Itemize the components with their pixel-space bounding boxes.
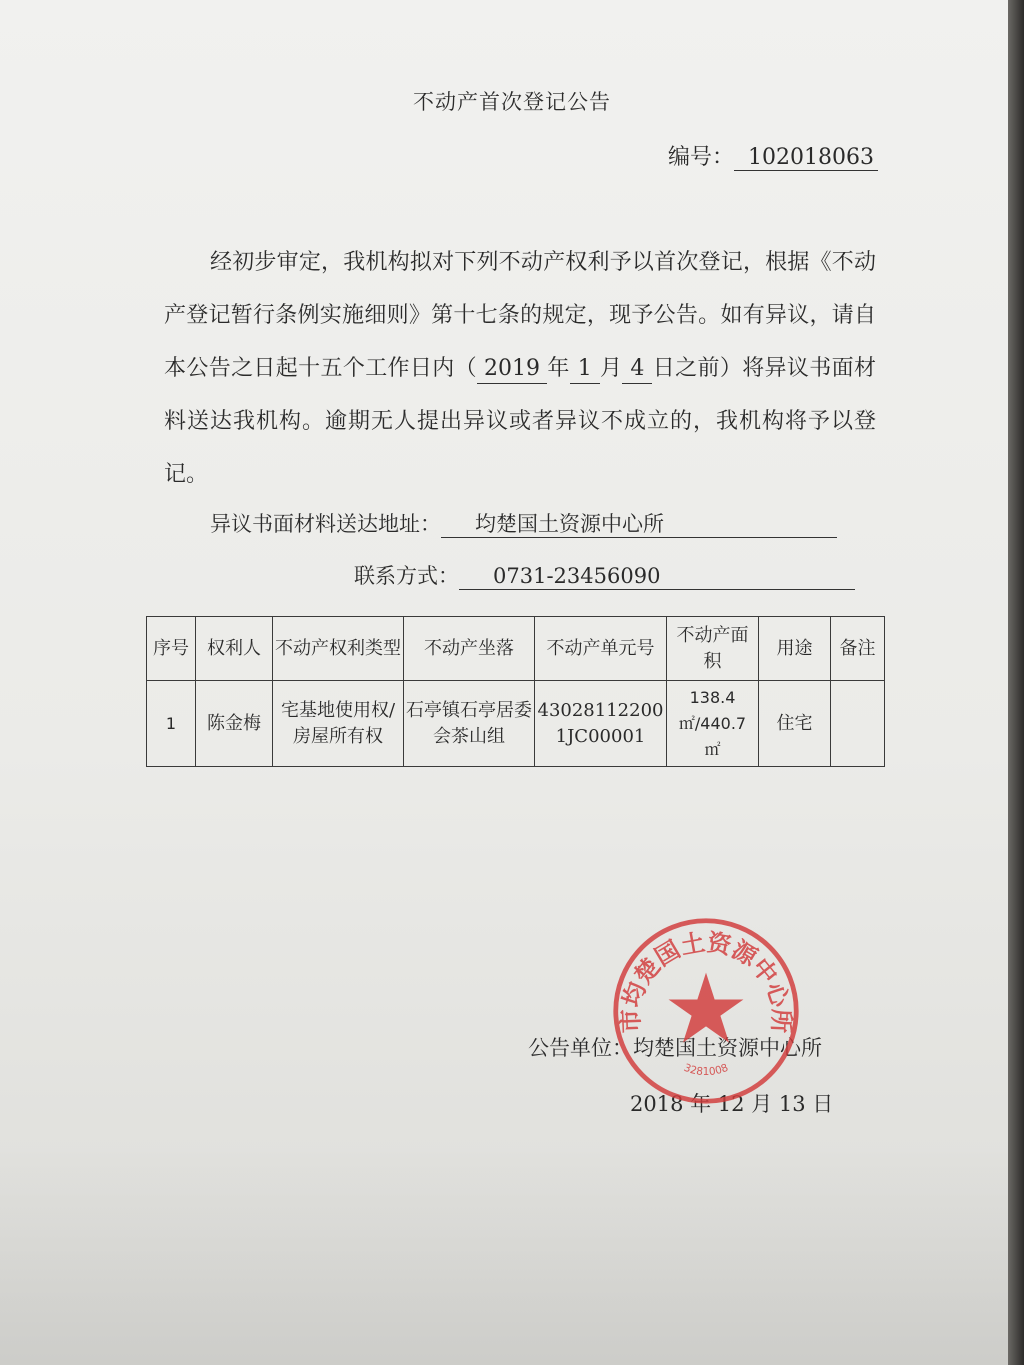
header-remark: 备注 (831, 617, 885, 681)
issuer-label: 公告单位： (528, 1036, 633, 1060)
month-unit: 月 (599, 356, 623, 381)
address-label: 异议书面材料送达地址： (210, 512, 441, 536)
header-usage: 用途 (759, 617, 831, 681)
notice-title: 不动产首次登记公告 (413, 90, 611, 114)
background-edge (1008, 0, 1024, 1365)
address-row (210, 508, 837, 538)
cell-holder: 陈金梅 (196, 681, 273, 767)
seal-star-icon (669, 973, 744, 1043)
header-unit-no: 不动产单元号 (535, 617, 667, 681)
document-number-value: 102018063 (734, 145, 878, 171)
contact-value: 0731-23456090 (459, 563, 855, 590)
body-part-1: 经初步审定，我机构拟对下列不动产权利予以首次登记，根据《不动产登记暂行条例实施细则》第十七条的规定，现予公告。如有异议，请自本公告之日起十五个工作日内（ (164, 250, 876, 381)
cell-usage: 住宅 (759, 681, 831, 767)
official-seal (610, 915, 802, 1107)
header-holder: 权利人 (196, 617, 273, 681)
cell-unit-no: 430281122001JC00001 (535, 681, 667, 767)
seal-code-path: 3281008 (682, 1061, 730, 1079)
document-number (668, 140, 878, 171)
header-seq: 序号 (147, 617, 196, 681)
body-part-2: 日之前）将异议书面材料送达我机构。逾期无人提出异议或者异议不成立的，我机构将予以登记。 (164, 356, 876, 487)
issue-date: 2018 年 12 月 13 日 (630, 1092, 834, 1116)
cell-right-type: 宅基地使用权/房屋所有权 (273, 681, 404, 767)
cell-location: 石亭镇石亭居委会茶山组 (404, 681, 535, 767)
registration-table (146, 616, 885, 767)
header-area: 不动产面积 (667, 617, 759, 681)
cell-area: 138.4 ㎡/440.7 ㎡ (667, 681, 759, 767)
seal-text-path: 市均楚国土资源中心所 (615, 927, 797, 1034)
notice-body (164, 236, 876, 501)
header-right-type: 不动产权利类型 (273, 617, 404, 681)
deadline-month: 1 (570, 355, 600, 384)
contact-row (354, 560, 855, 590)
table-header-row (147, 617, 885, 681)
table-row (147, 681, 885, 767)
address-value: 均楚国土资源中心所 (441, 511, 837, 538)
document-number-label: 编号： (668, 145, 735, 170)
seal-code (682, 1062, 730, 1078)
cell-seq: 1 (147, 681, 196, 767)
year-unit: 年 (546, 356, 570, 381)
cell-remark (831, 681, 885, 767)
contact-label: 联系方式： (354, 564, 459, 588)
header-location: 不动产坐落 (404, 617, 535, 681)
deadline-day: 4 (622, 355, 652, 384)
issuer-name: 均楚国土资源中心所 (633, 1036, 822, 1060)
deadline-year: 2019 (477, 355, 547, 384)
